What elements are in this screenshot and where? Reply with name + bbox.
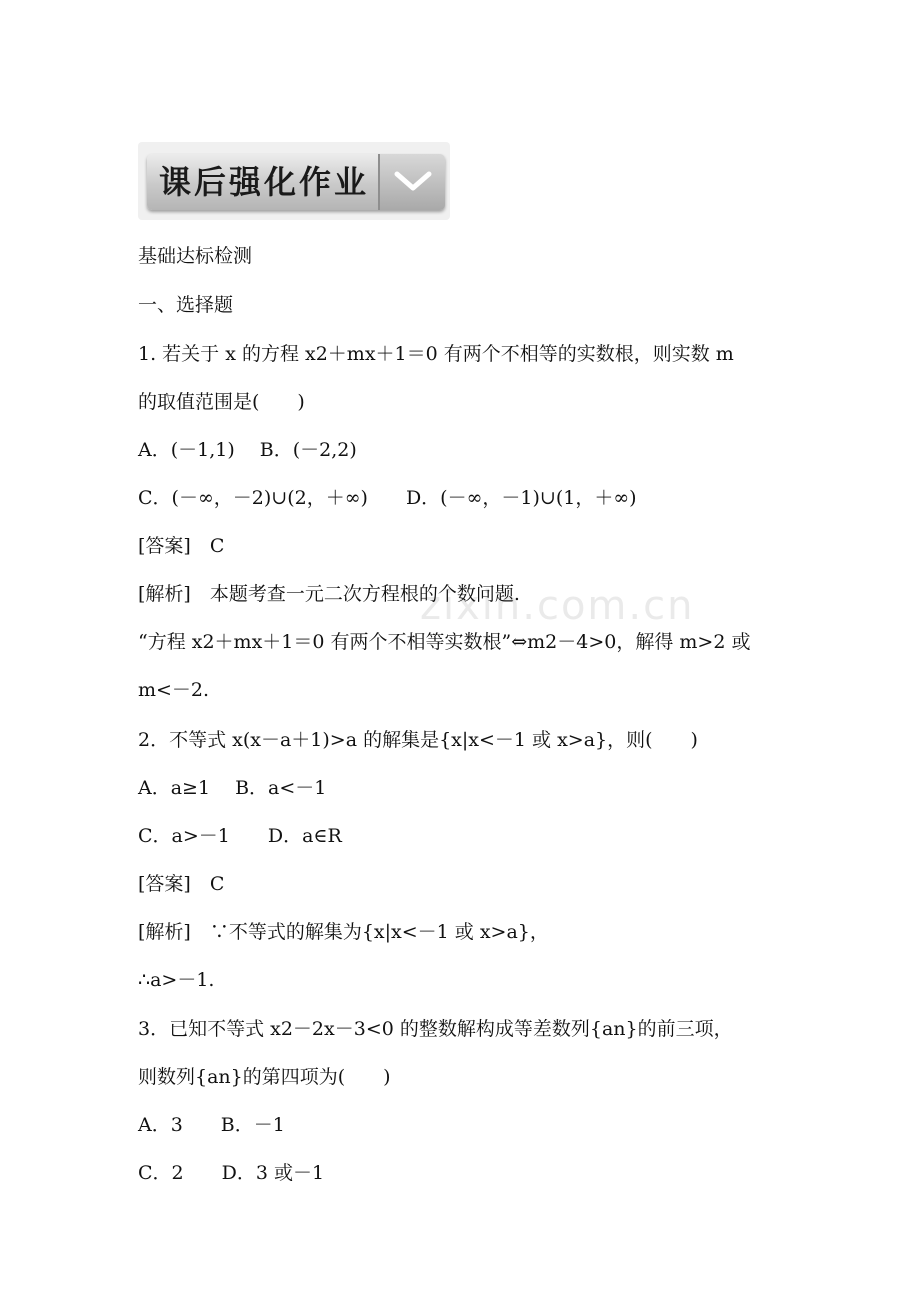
analysis: [解析] ∵不等式的解集为{x|x<－1 或 x>a}，: [138, 921, 549, 943]
watermark: zixin.com.cn: [420, 583, 695, 629]
banner-plate: [147, 154, 445, 210]
chevron-down-icon: [394, 168, 432, 194]
answer: [答案] C: [138, 535, 225, 557]
options-row: A．3 B．－1: [138, 1114, 285, 1136]
options-row: C．a>－1 D．a∈R: [138, 825, 342, 847]
section-title: 基础达标检测: [138, 245, 253, 267]
banner-arrow-box: [380, 154, 445, 210]
question-stem: 1. 若关于 x 的方程 x2＋mx＋1＝0 有两个不相等的实数根，则实数 m: [138, 343, 734, 365]
options-row: C．2 D．3 或－1: [138, 1162, 325, 1184]
options-row: A．(－1,1) B．(－2,2): [138, 439, 357, 461]
analysis: ∴a>－1.: [138, 969, 215, 991]
analysis: “方程 x2＋mx＋1＝0 有两个不相等实数根”⇔m2－4>0，解得 m>2 或: [138, 631, 751, 653]
options-row: A．a≥1 B．a<－1: [138, 777, 327, 799]
question-stem: 3．已知不等式 x2－2x－3<0 的整数解构成等差数列{an}的前三项，: [138, 1018, 733, 1040]
banner-title: 课后强化作业: [159, 163, 370, 201]
analysis: [解析] 本题考查一元二次方程根的个数问题.: [138, 583, 520, 605]
part-title: 一、选择题: [138, 294, 234, 316]
question-stem-cont: 则数列{an}的第四项为( ): [138, 1066, 391, 1088]
answer: [答案] C: [138, 873, 225, 895]
options-row: C．(－∞，－2)∪(2，＋∞) D．(－∞，－1)∪(1，＋∞): [138, 487, 637, 509]
question-stem-cont: 的取值范围是( ): [138, 391, 305, 413]
question-stem: 2．不等式 x(x－a＋1)>a 的解集是{x|x<－1 或 x>a}，则( ): [138, 729, 698, 751]
header-banner: [138, 142, 450, 220]
analysis: m<－2.: [138, 679, 210, 701]
